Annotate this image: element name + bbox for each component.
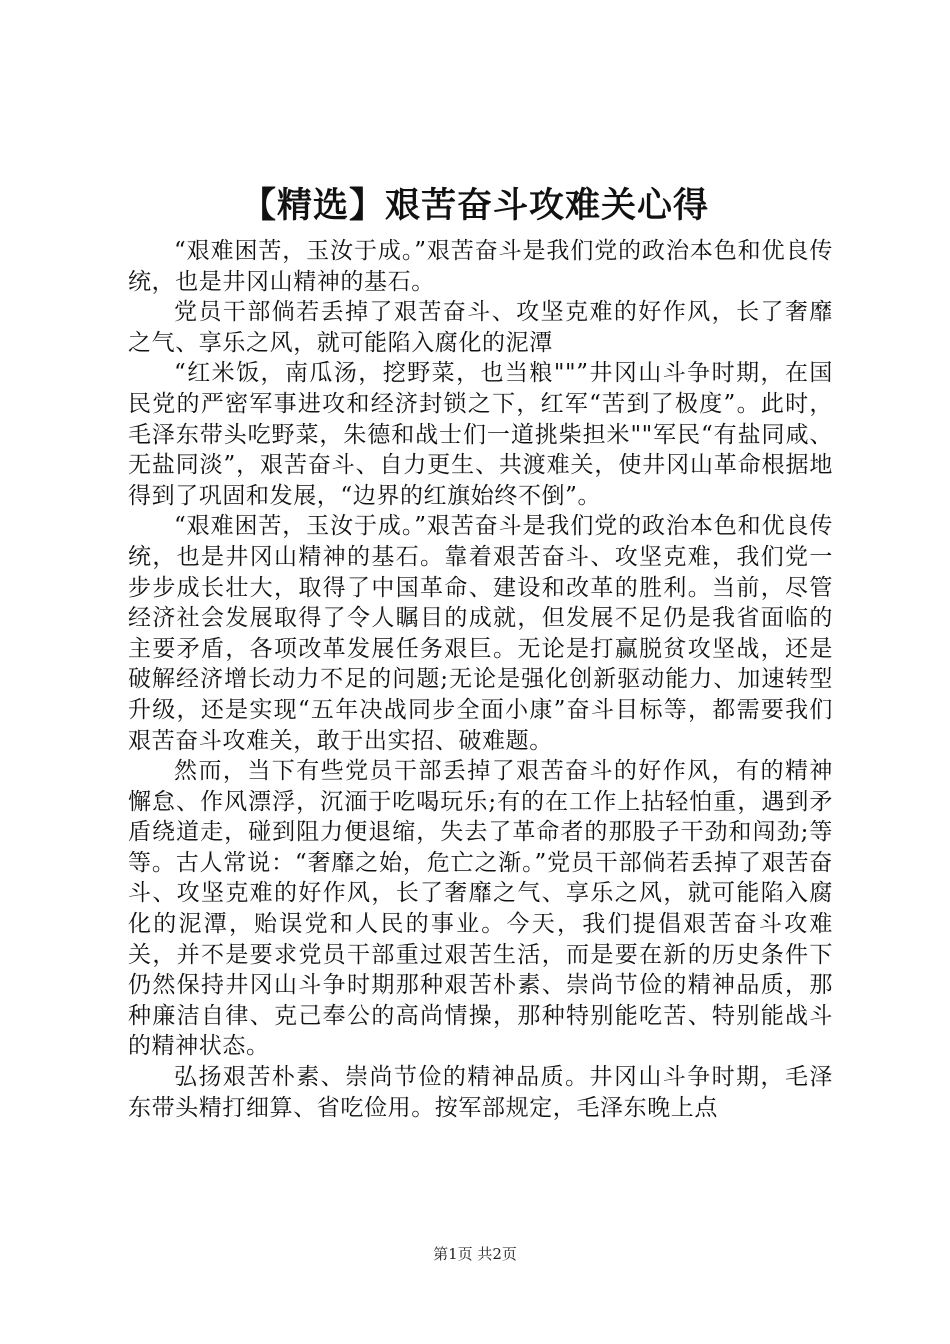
paragraph: “红米饭，南瓜汤，挖野菜，也当粮""”井冈山斗争时期，在国民党的严密军事进攻和经济封锁之下，红军“苦到了极度”。此时，毛泽东带头吃野菜，朱德和战士们一道挑柴担米""军民“有盐同咸、无盐同淡”，艰苦奋斗、自力更生、共渡难关，使井冈山革命根据地得到了巩固和发展，“边界的红旗始终不倒”。 (128, 360, 833, 509)
page-number-footer: 第1页 共2页 (433, 1245, 517, 1263)
paragraph: “艰难困苦，玉汝于成。”艰苦奋斗是我们党的政治本色和优良传统，也是井冈山精神的基石。 (128, 238, 833, 295)
paragraph: “艰难困苦，玉汝于成。”艰苦奋斗是我们党的政治本色和优良传统，也是井冈山精神的基石。靠着艰苦奋斗、攻坚克难，我们党一步步成长壮大，取得了中国革命、建设和改革的胜利。当前，尽管经济社会发展取得了令人瞩目的成就，但发展不足仍是我省面临的主要矛盾，各项改革发展任务艰巨。无论是打赢脱贫攻坚战，还是破解经济增长动力不足的问题;无论是强化创新驱动能力、加速转型升级，还是实现“五年决战同步全面小康”奋斗目标等，都需要我们艰苦奋斗攻难关，敢于出实招、破难题。 (128, 513, 833, 754)
document-body (128, 236, 833, 1123)
document-title: 【精选】艰苦奋斗攻难关心得 (240, 185, 709, 226)
paragraph: 弘扬艰苦朴素、崇尚节俭的精神品质。井冈山斗争时期，毛泽东带头精打细算、省吃俭用。按军部规定，毛泽东晚上点 (128, 1064, 833, 1121)
paragraph: 党员干部倘若丢掉了艰苦奋斗、攻坚克难的好作风，长了奢靡之气、享乐之风，就可能陷入腐化的泥潭 (128, 299, 833, 356)
paragraph: 然而，当下有些党员干部丢掉了艰苦奋斗的好作风，有的精神懈怠、作风漂浮，沉湎于吃喝玩乐;有的在工作上拈轻怕重，遇到矛盾绕道走，碰到阻力便退缩，失去了革命者的那股子干劲和闯劲;等等。古人常说：“奢靡之始，危亡之渐。”党员干部倘若丢掉了艰苦奋斗、攻坚克难的好作风，长了奢靡之气、享乐之风，就可能陷入腐化的泥潭，贻误党和人民的事业。今天，我们提倡艰苦奋斗攻难关，并不是要求党员干部重过艰苦生活，而是要在新的历史条件下仍然保持井冈山斗争时期那种艰苦朴素、崇尚节俭的精神品质，那种廉洁自律、克己奉公的高尚情操，那种特别能吃苦、特别能战斗的精神状态。 (128, 758, 833, 1060)
